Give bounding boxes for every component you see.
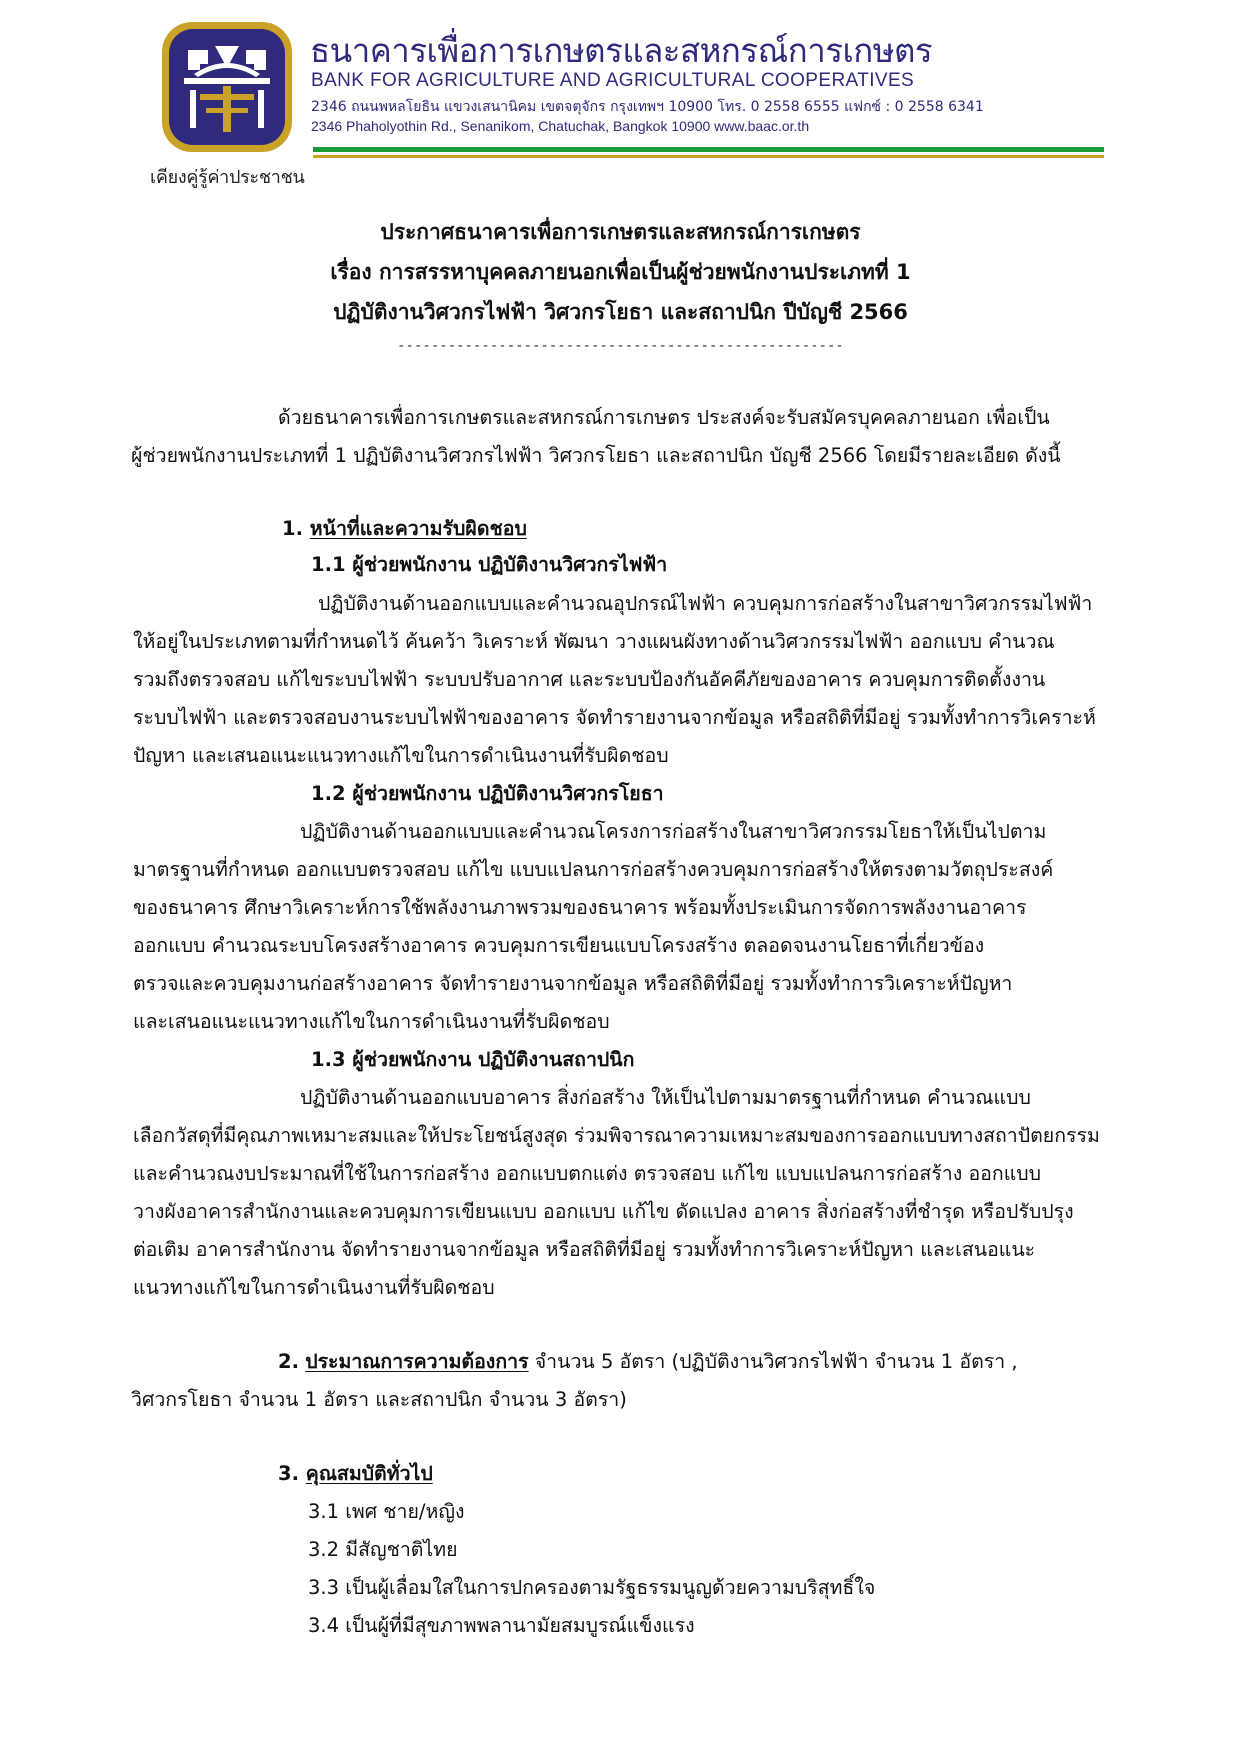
section-1-1-heading: 1.1 ผู้ช่วยพนักงาน ปฏิบัติงานวิศวกรไฟฟ้า [311,553,668,576]
qualification-item: 3.1 เพศ ชาย/หญิง [308,1500,465,1523]
paragraph-line: และเสนอแนะแนวทางแก้ไขในการดำเนินงานที่รับผิดชอบ [133,1010,610,1033]
announcement-subject: เรื่อง การสรรหาบุคคลภายนอกเพื่อเป็นผู้ช่วยพนักงานประเภทที่ 1 [330,260,911,284]
paragraph-line: ตรวจและควบคุมงานก่อสร้างอาคาร จัดทำรายงานจากข้อมูล หรือสถิติที่มีอยู่ รวมทั้งทำการวิเคราะห์ปัญหา [133,972,1013,995]
paragraph-line: และคำนวณงบประมาณที่ใช้ในการก่อสร้าง ออกแบบตกแต่ง ตรวจสอบ แก้ไข แบบแปลนการก่อสร้าง ออกแบบ [133,1162,1042,1185]
paragraph-line: ของธนาคาร ศึกษาวิเคราะห์การใช้พลังงานภาพรวมของธนาคาร พร้อมทั้งประเมินการจัดการพลังงานอาคาร [133,896,1027,919]
paragraph-line: เลือกวัสดุที่มีคุณภาพเหมาะสมและให้ประโยชน์สูงสุด ร่วมพิจารณาความเหมาะสมของการออกแบบทางสถาปัตยกรรม [133,1124,1100,1147]
paragraph-line: ต่อเติม อาคารสำนักงาน จัดทำรายงานจากข้อมูล หรือสถิติที่มีอยู่ รวมทั้งทำการวิเคราะห์ปัญหา และเสนอแนะ [133,1238,1036,1261]
org-name-thai: ธนาคารเพื่อการเกษตรและสหกรณ์การเกษตร [310,31,933,70]
paragraph-line: ปัญหา และเสนอแนะแนวทางแก้ไขในการดำเนินงานที่รับผิดชอบ [133,744,669,767]
section-2-detail: จำนวน 5 อัตรา (ปฏิบัติงานวิศวกรไฟฟ้า จำนวน 1 อัตรา , [528,1350,1018,1373]
paragraph-line: ปฏิบัติงานด้านออกแบบอาคาร สิ่งก่อสร้าง ให้เป็นไปตามมาตรฐานที่กำหนด คำนวณแบบ [300,1086,1031,1109]
intro-line-1: ด้วยธนาคารเพื่อการเกษตรและสหกรณ์การเกษตร ประสงค์จะรับสมัครบุคคลภายนอก เพื่อเป็น [278,406,1050,429]
section-1-heading [282,515,527,543]
intro-line-2: ผู้ช่วยพนักงานประเภทที่ 1 ปฏิบัติงานวิศวกรไฟฟ้า วิศวกรโยธา และสถาปนิก บัญชี 2566 โดยมีรายละเอียด ดังนี้ [131,444,1061,467]
section-3-heading [278,1460,433,1488]
baac-logo [160,20,294,154]
section-3-title: คุณสมบัติทั่วไป [305,1462,433,1485]
section-2-title: ประมาณการความต้องการ [305,1350,529,1373]
paragraph-line: วางผังอาคารสำนักงานและควบคุมการเขียนแบบ ออกแบบ แก้ไข ดัดแปลง อาคาร สิ่งก่อสร้างที่ชำรุด หรือปรับปรุง [133,1200,1074,1223]
section-3-number: 3. [278,1462,299,1485]
section-1-title: หน้าที่และความรับผิดชอบ [309,517,527,540]
address-english: 2346 Phaholyothin Rd., Senanikom, Chatuchak, Bangkok 10900 www.baac.or.th [311,118,810,134]
qualification-item: 3.2 มีสัญชาติไทย [308,1538,458,1561]
section-2-line-2: วิศวกรโยธา จำนวน 1 อัตรา และสถาปนิก จำนวน 3 อัตรา) [131,1388,627,1411]
paragraph-line: ปฏิบัติงานด้านออกแบบและคำนวณโครงการก่อสร้างในสาขาวิศวกรรมโยธาให้เป็นไปตาม [300,820,1047,843]
paragraph-line: ระบบไฟฟ้า และตรวจสอบงานระบบไฟฟ้าของอาคาร จัดทำรายงานจากข้อมูล หรือสถิติที่มีอยู่ รวมทั้งทำการวิเคราะห์ [133,706,1096,729]
announcement-subject-cont: ปฏิบัติงานวิศวกรไฟฟ้า วิศวกรโยธา และสถาปนิก ปีบัญชี 2566 [333,300,908,324]
qualification-item: 3.4 เป็นผู้ที่มีสุขภาพพลานามัยสมบูรณ์แข็งแรง [308,1614,695,1637]
paragraph-line: ให้อยู่ในประเภทตามที่กำหนดไว้ ค้นคว้า วิเคราะห์ พัฒนา วางแผนผังทางด้านวิศวกรรมไฟฟ้า ออกแบบ คำนวณ [133,630,1055,653]
address-thai: 2346 ถนนพหลโยธิน แขวงเสนานิคม เขตจตุจักร กรุงเทพฯ 10900 โทร. 0 2558 6555 แฟกซ์ : 0 2558 6341 [311,99,984,115]
letterhead-rule-gold [313,155,1104,158]
bank-motto: เคียงคู่รู้ค่าประชาชน [150,167,305,188]
announcement-title: ประกาศธนาคารเพื่อการเกษตรและสหกรณ์การเกษตร [380,220,861,244]
section-1-number: 1. [282,517,303,540]
section-1-2-heading: 1.2 ผู้ช่วยพนักงาน ปฏิบัติงานวิศวกรโยธา [311,782,664,805]
title-divider: ----------------------------------------------------- [397,338,844,354]
section-2-number: 2. [278,1350,299,1373]
org-name-english: BANK FOR AGRICULTURE AND AGRICULTURAL COOPERATIVES [311,70,915,91]
paragraph-line: ออกแบบ คำนวณระบบโครงสร้างอาคาร ควบคุมการเขียนแบบโครงสร้าง ตลอดจนงานโยธาที่เกี่ยวข้อง [133,934,985,957]
paragraph-line: มาตรฐานที่กำหนด ออกแบบตรวจสอบ แก้ไข แบบแปลนการก่อสร้างควบคุมการก่อสร้างให้ตรงตามวัตถุประสงค์ [133,858,1054,881]
qualification-item: 3.3 เป็นผู้เลื่อมใสในการปกครองตามรัฐธรรมนูญด้วยความบริสุทธิ์ใจ [308,1576,876,1599]
paragraph-line: ปฏิบัติงานด้านออกแบบและคำนวณอุปกรณ์ไฟฟ้า ควบคุมการก่อสร้างในสาขาวิศวกรรมไฟฟ้า [318,592,1093,615]
paragraph-line: รวมถึงตรวจสอบ แก้ไขระบบไฟฟ้า ระบบปรับอากาศ และระบบป้องกันอัคคีภัยของอาคาร ควบคุมการติดตั้งงาน [133,668,1046,691]
section-2-line-1 [278,1348,1018,1376]
letterhead-rule-green [313,147,1104,152]
paragraph-line: แนวทางแก้ไขในการดำเนินงานที่รับผิดชอบ [133,1276,495,1299]
section-1-3-heading: 1.3 ผู้ช่วยพนักงาน ปฏิบัติงานสถาปนิก [311,1048,635,1071]
